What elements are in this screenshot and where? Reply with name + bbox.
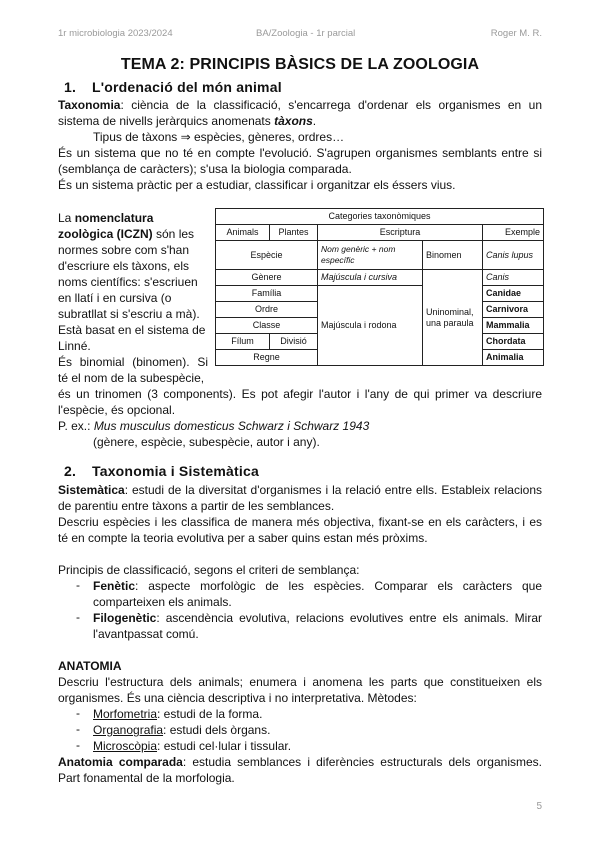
- cell-ex-genere: Canis: [483, 270, 544, 286]
- nomenclatura-line-8: Està basat en el sistema de: [58, 323, 206, 337]
- cell-classe: Classe: [216, 318, 318, 334]
- col-header-exemple: Exemple: [483, 225, 544, 241]
- taxonomia-text-2-end: .: [312, 114, 317, 128]
- cell-ordre: Ordre: [216, 302, 318, 318]
- nomenclatura-term-2: zoològica (ICZN): [58, 227, 153, 241]
- taxonomia-text-2: sistema de nivells jeràrquics anomenats: [58, 114, 275, 128]
- anatomia-comparada-line-1: [58, 754, 542, 770]
- col-header-animals: Animals: [216, 225, 270, 241]
- nomenclatura-line-5: noms científics: s'escriuen: [58, 275, 198, 289]
- cell-majuscula-cursiva: Majúscula i cursiva: [318, 270, 423, 286]
- fenetic-text-1: : aspecte morfològic de les espècies. Comparar els caràcters que: [135, 579, 542, 593]
- table-caption: Categories taxonòmiques: [216, 209, 544, 225]
- header-course: 1r microbiologia 2023/2024: [58, 28, 173, 39]
- taxonomic-categories-table: [215, 208, 544, 366]
- header-subject: BA/Zoologia - 1r parcial: [256, 28, 356, 39]
- fenetic-term: Fenètic: [93, 579, 136, 593]
- nomenclatura-line-11: té el nom de la subespècie,: [58, 371, 205, 385]
- col-header-escriptura: Escriptura: [318, 225, 483, 241]
- header-author: Roger M. R.: [490, 28, 542, 39]
- cell-ex-regne: Animalia: [483, 350, 544, 366]
- nomenclatura-line-10: És binomial (binomen). Si: [58, 355, 208, 369]
- cell-especie: Espècie: [216, 241, 318, 270]
- nomenclatura-text-2: són les: [152, 227, 195, 241]
- principis-line: Principis de classificació, segons el criteri de semblança:: [58, 563, 360, 577]
- nomenclatura-line-4: d'escriure els tàxons, els: [58, 259, 190, 273]
- morfometria-term: Morfometria: [93, 707, 158, 721]
- no-evolucio-line-2: (semblança de caràcters); s'usa la biologia comparada.: [58, 162, 352, 176]
- taxonomia-line-2: [58, 113, 316, 129]
- page-title: TEMA 2: PRINCIPIS BÀSICS DE LA ZOOLOGIA: [120, 56, 480, 73]
- cell-ex-ordre: Carnivora: [483, 302, 544, 318]
- nomenclatura-line-3: normes sobre com s'han: [58, 243, 190, 257]
- nomenclatura-line-9: Linné.: [58, 339, 91, 353]
- taxonomia-text-1: : ciència de la classificació, s'encarrega d'ordenar els organismes en un: [120, 98, 542, 112]
- anatomia-line-1: Descriu l'estructura dels animals; enumera i anomena les parts que constitueixen els: [58, 675, 542, 689]
- section-1-number: 1.: [64, 79, 77, 95]
- cell-filum: Fílum: [216, 334, 270, 350]
- filogenetic-text-1: : ascendència evolutiva, relacions evolutives entre els animals. Mirar: [156, 611, 542, 625]
- example-gloss: (gènere, espècie, subespècie, autor i any).: [93, 435, 320, 449]
- section-2-number: 2.: [64, 463, 77, 479]
- anatomia-heading-text: ANATOMIA: [58, 659, 122, 673]
- nomenclatura-term: nomenclatura: [74, 211, 154, 225]
- example-line: [58, 418, 369, 434]
- cell-ex-classe: Mammalia: [483, 318, 544, 334]
- organografia-text: : estudi dels òrgans.: [163, 723, 271, 737]
- nomenclatura-line-7: subratllat si s'escriu a mà).: [58, 307, 200, 321]
- col-header-plantes: Plantes: [270, 225, 318, 241]
- cell-nom-generic: Nom genèric + nom específic: [318, 241, 423, 270]
- microscopia-term: Microscòpia: [93, 739, 158, 753]
- anatomia-line-2: organismes. És una ciència descriptiva i no interpretativa. Mètodes:: [58, 691, 417, 705]
- section-2-title: Taxonomia i Sistemàtica: [92, 463, 259, 479]
- cell-divisio: Divisió: [270, 334, 318, 350]
- nomenclatura-line-13: l'espècie, és opcional.: [58, 403, 176, 417]
- page-number: 5: [536, 801, 542, 812]
- section-2-heading: [64, 463, 259, 479]
- sistematica-term: Sistemàtica: [58, 483, 125, 497]
- descriu-line-2: té en compte la teoria evolutiva per a saber quins estan més pròxims.: [58, 531, 428, 545]
- sistematica-text-1: : estudi de la diversitat d'organismes i la relació entre ells. Estableix relacions: [124, 483, 542, 497]
- method-morfometria: [93, 706, 262, 722]
- cell-binomen: Binomen: [423, 241, 483, 270]
- bullet-dash: -: [76, 706, 80, 720]
- microscopia-text: : estudi cel·lular i tissular.: [157, 739, 292, 753]
- organografia-term: Organografia: [93, 723, 164, 737]
- taxons-word: tàxons: [274, 114, 313, 128]
- fenetic-line-2: comparteixen els animals.: [93, 595, 232, 609]
- nomenclatura-pre: La: [58, 211, 75, 225]
- anatomia-comparada-line-2: Part fonamental de la morfologia.: [58, 771, 235, 785]
- cell-regne: Regne: [216, 350, 318, 366]
- filogenetic-line-2: l'avantpassat comú.: [93, 627, 199, 641]
- filogenetic-term: Filogenètic: [93, 611, 157, 625]
- cell-familia: Família: [216, 286, 318, 302]
- cell-ex-especie: Canis lupus: [483, 241, 544, 270]
- sistematica-line-2: de parentiu entre tàxons a partir de les semblances.: [58, 499, 335, 513]
- fenetic-line-1: [93, 578, 542, 594]
- nomenclatura-line-6: en llatí i en cursiva (o: [58, 291, 172, 305]
- method-microscopia: [93, 738, 291, 754]
- method-organografia: [93, 722, 270, 738]
- cell-ex-familia: Canidae: [483, 286, 544, 302]
- cell-genere: Gènere: [216, 270, 318, 286]
- bullet-dash: -: [76, 610, 80, 624]
- nomenclatura-line-12: és un trinomen (3 components). Es pot afegir l'autor i l'any de qui primer va descriure: [58, 387, 542, 401]
- nomenclatura-line-2: [58, 226, 194, 242]
- taxonomia-term: Taxonomia: [58, 98, 121, 112]
- sistematica-line-1: [58, 482, 542, 498]
- anatomia-comparada-term: Anatomia comparada: [58, 755, 183, 769]
- descriu-line-1: Descriu espècies i les classifica de manera més objectiva, fixant-se en els caràcters, i es: [58, 515, 542, 529]
- taxonomia-line-1: [58, 97, 542, 113]
- no-evolucio-line-1: És un sistema que no té en compte l'evolució. S'agrupen organismes semblants entre si: [58, 146, 542, 160]
- bullet-dash: -: [76, 722, 80, 736]
- bullet-dash: -: [76, 738, 80, 752]
- sistema-practic-line: És un sistema pràctic per a estudiar, classificar i organitzar els éssers vius.: [58, 178, 456, 192]
- example-species: Mus musculus domesticus Schwarz i Schwarz 1943: [93, 419, 370, 433]
- section-1-heading: [64, 79, 282, 95]
- cell-uninominal: Uninominal, una paraula: [423, 270, 483, 366]
- anatomia-heading: [58, 658, 122, 674]
- section-1-title: L'ordenació del món animal: [92, 79, 282, 95]
- bullet-dash: -: [76, 578, 80, 592]
- filogenetic-line-1: [93, 610, 542, 626]
- cell-majuscula-rodona: Majúscula i rodona: [318, 286, 423, 366]
- anatomia-comparada-text-1: : estudia semblances i diferències estructurals dels organismes.: [182, 755, 542, 769]
- morfometria-text: : estudi de la forma.: [157, 707, 263, 721]
- tipus-taxons-line: Tipus de tàxons ⇒ espècies, gèneres, ordres…: [93, 130, 345, 144]
- cell-ex-filum: Chordata: [483, 334, 544, 350]
- example-prefix: P. ex.:: [58, 419, 94, 433]
- nomenclatura-line-1: [58, 210, 153, 226]
